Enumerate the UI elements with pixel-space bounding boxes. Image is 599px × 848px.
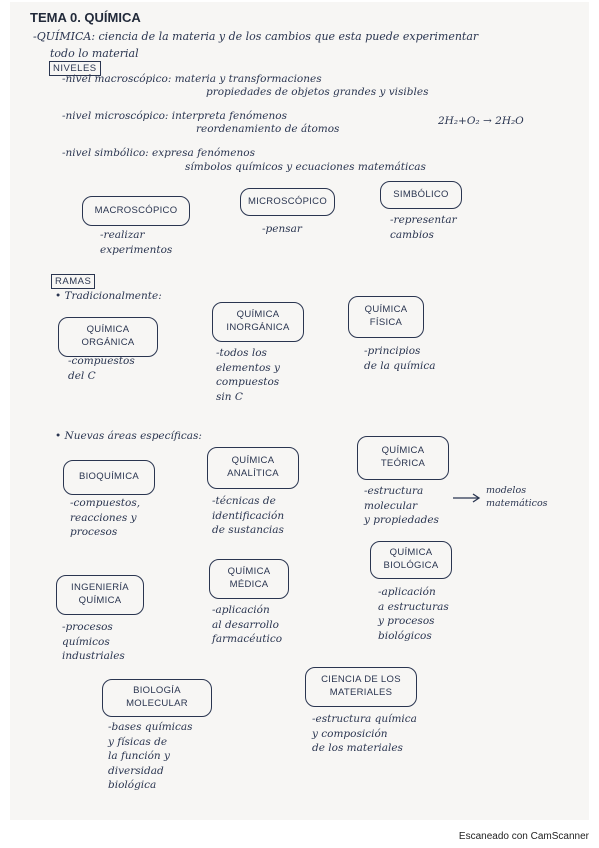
nivel-micro-line1: -nivel microscópico: interpreta fenómenos bbox=[62, 110, 287, 122]
ingenieria-quimica-label: INGENIERÍA QUÍMICA bbox=[71, 582, 129, 606]
quimica-organica-note: -compuestos del C bbox=[68, 355, 135, 382]
quimica-biologica-box bbox=[370, 541, 452, 579]
quimica-organica-box bbox=[58, 317, 158, 357]
quimica-analitica-label: QUÍMICA ANALÍTICA bbox=[227, 455, 279, 479]
nivel-macro-line1: -nivel macroscópico: materia y transformaciones bbox=[62, 73, 322, 85]
microscopico-box: MICROSCÓPICO bbox=[240, 188, 335, 216]
simbolico-box: SIMBÓLICO bbox=[380, 181, 462, 209]
macroscopico-box: MACROSCÓPICO bbox=[82, 196, 190, 226]
nivel-macro-line2: propiedades de objetos grandes y visibles bbox=[206, 86, 429, 98]
quimica-analitica-note: -técnicas de identificación de sustancias bbox=[212, 495, 285, 536]
quimica-fisica-box bbox=[348, 296, 424, 338]
definition-continuation: todo lo material bbox=[50, 47, 139, 60]
nivel-micro-line2: reordenamiento de átomos bbox=[196, 123, 340, 135]
ramas-label: RAMAS bbox=[51, 274, 95, 289]
quimica-fisica-label: QUÍMICA FÍSICA bbox=[364, 304, 408, 328]
page-title: TEMA 0. QUÍMICA bbox=[30, 10, 141, 25]
ciencia-materiales-note: -estructura química y composición de los materiales bbox=[312, 713, 417, 754]
equation-text: 2H₂+O₂ → 2H₂O bbox=[438, 115, 524, 127]
camscanner-footer: Escaneado con CamScanner bbox=[458, 831, 589, 842]
bioquimica-box: BIOQUÍMICA bbox=[63, 460, 155, 495]
quimica-medica-label: QUÍMICA MÉDICA bbox=[227, 566, 271, 590]
quimica-medica-note: -aplicación al desarrollo farmacéutico bbox=[212, 604, 283, 645]
quimica-fisica-note: -principios de la química bbox=[364, 345, 436, 372]
quimica-inorganica-box bbox=[212, 302, 304, 342]
quimica-teorica-note: -estructura molecular y propiedades bbox=[364, 485, 439, 526]
biologia-molecular-box bbox=[102, 679, 212, 717]
quimica-teorica-label: QUÍMICA TEÓRICA bbox=[380, 445, 426, 469]
simbolico-note: -representar cambios bbox=[390, 214, 457, 241]
nivel-simbolico-line1: -nivel simbólico: expresa fenómenos bbox=[62, 147, 255, 159]
quimica-biologica-label: QUÍMICA BIOLÓGICA bbox=[383, 547, 439, 571]
quimica-biologica-note: -aplicación a estructuras y procesos biológicos bbox=[378, 586, 449, 642]
niveles-label: NIVELES bbox=[49, 61, 101, 76]
ciencia-materiales-label: CIENCIA DE LOS MATERIALES bbox=[321, 674, 401, 698]
quimica-medica-box bbox=[209, 559, 289, 599]
quimica-organica-label: QUÍMICA ORGÁNICA bbox=[81, 324, 135, 348]
biologia-molecular-label: BIOLOGÍA MOLECULAR bbox=[126, 685, 188, 709]
quimica-inorganica-note: -todos los elementos y compuestos sin C bbox=[216, 347, 280, 403]
ingenieria-quimica-note: -procesos químicos industriales bbox=[62, 621, 125, 662]
arrow-right-icon bbox=[452, 492, 482, 504]
bioquimica-note: -compuestos, reacciones y procesos bbox=[70, 497, 141, 538]
nuevas-areas-label: • Nuevas áreas específicas: bbox=[55, 430, 202, 442]
microscopico-note: -pensar bbox=[262, 223, 302, 235]
modelos-matematicos-note: modelos matemáticos bbox=[486, 485, 548, 509]
tradicional-label: • Tradicionalmente: bbox=[55, 290, 162, 302]
macroscopico-note: -realizar experimentos bbox=[100, 229, 173, 256]
quimica-inorganica-label: QUÍMICA INORGÁNICA bbox=[226, 309, 290, 333]
nivel-simbolico-line2: símbolos químicos y ecuaciones matemáticas bbox=[185, 161, 426, 173]
biologia-molecular-note: -bases químicas y físicas de la función y diversidad biológica bbox=[108, 721, 193, 791]
quimica-teorica-box bbox=[357, 436, 449, 480]
ciencia-materiales-box bbox=[305, 667, 417, 707]
definition-text: -QUÍMICA: ciencia de la materia y de los cambios que esta puede experimentar bbox=[33, 30, 479, 43]
ingenieria-quimica-box bbox=[56, 575, 144, 615]
quimica-analitica-box bbox=[207, 447, 299, 489]
